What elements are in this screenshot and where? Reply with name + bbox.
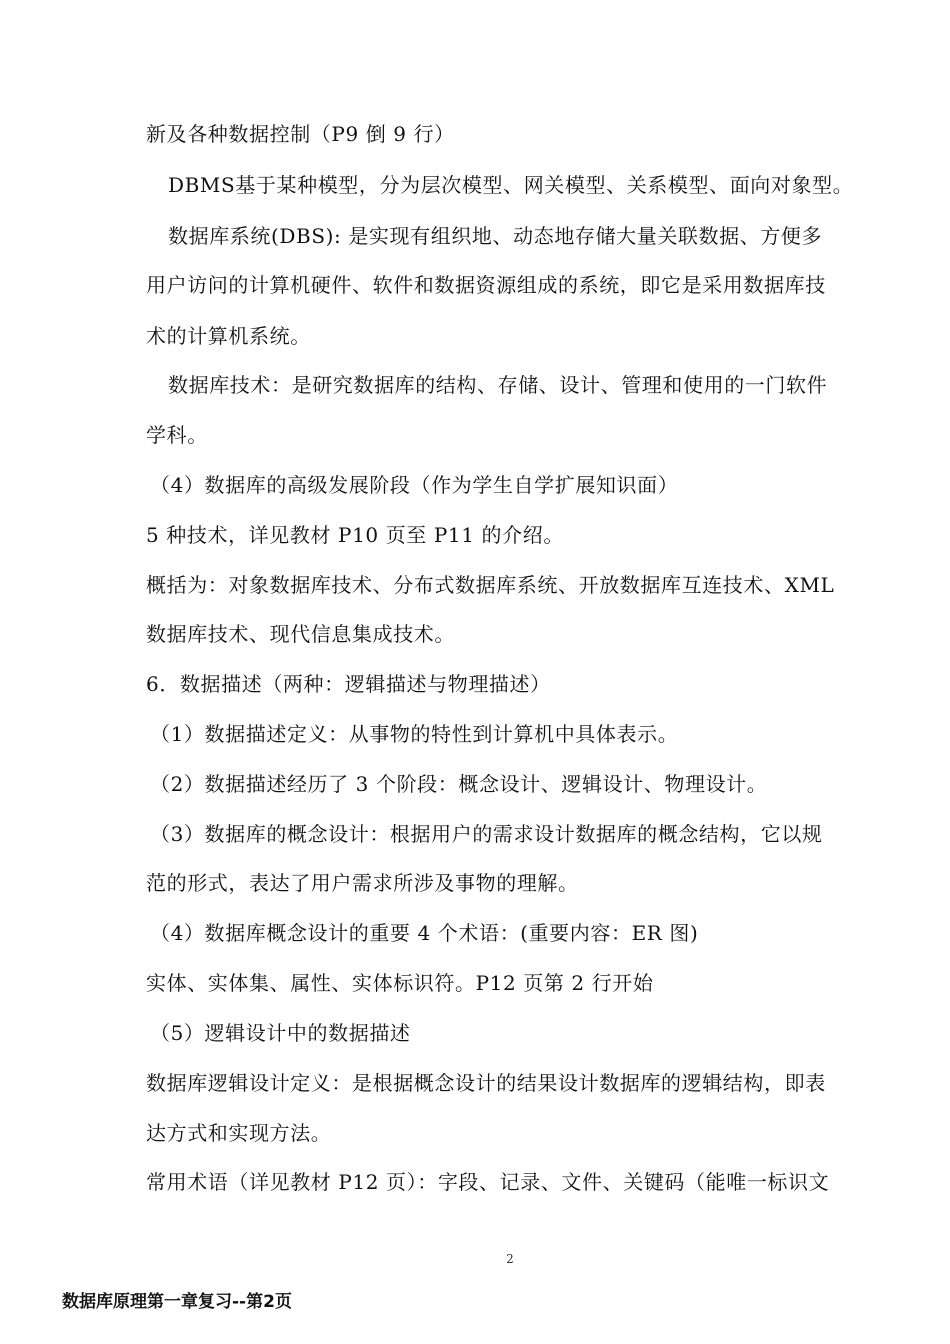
text-line: 5 种技术，详见教材 P10 页至 P11 的介绍。 [146, 523, 564, 547]
text-line: 学科。 [146, 423, 208, 447]
text-line: 新及各种数据控制（P9 倒 9 行） [146, 122, 455, 146]
text-line: 数据库技术、现代信息集成技术。 [146, 622, 455, 646]
text-line: DBMS基于某种模型，分为层次模型、网关模型、关系模型、面向对象型。 [168, 173, 854, 197]
text-line: （4）数据库的高级发展阶段（作为学生自学扩展知识面） [150, 473, 679, 497]
text-line: （5）逻辑设计中的数据描述 [150, 1021, 411, 1045]
text-line: （3）数据库的概念设计：根据用户的需求设计数据库的概念结构，它以规 [150, 822, 823, 846]
text-line: 数据库系统(DBS): 是实现有组织地、动态地存储大量关联数据、方便多 [168, 224, 823, 248]
page-number: 2 [506, 1252, 514, 1266]
page-footer: 数据库原理第一章复习--第2页 [62, 1292, 292, 1312]
text-line: （2）数据描述经历了 3 个阶段：概念设计、逻辑设计、物理设计。 [150, 772, 768, 796]
text-line: 概括为：对象数据库技术、分布式数据库系统、开放数据库互连技术、XML [146, 573, 835, 597]
text-line: 常用术语（详见教材 P12 页）：字段、记录、文件、关键码（能唯一标识文 [146, 1170, 830, 1194]
text-line: 实体、实体集、属性、实体标识符。P12 页第 2 行开始 [146, 971, 654, 995]
text-line: （4）数据库概念设计的重要 4 个术语：(重要内容：ER 图) [150, 921, 699, 945]
text-line: 术的计算机系统。 [146, 324, 311, 348]
text-line: 6．数据描述（两种：逻辑描述与物理描述） [146, 672, 551, 696]
text-line: 数据库逻辑设计定义：是根据概念设计的结果设计数据库的逻辑结构，即表 [146, 1071, 826, 1095]
text-line: （1）数据描述定义：从事物的特性到计算机中具体表示。 [150, 722, 679, 746]
text-line: 达方式和实现方法。 [146, 1121, 332, 1145]
text-line: 用户访问的计算机硬件、软件和数据资源组成的系统，即它是采用数据库技 [146, 273, 826, 297]
text-line: 范的形式，表达了用户需求所涉及事物的理解。 [146, 871, 579, 895]
text-line: 数据库技术：是研究数据库的结构、存储、设计、管理和使用的一门软件 [168, 373, 828, 397]
